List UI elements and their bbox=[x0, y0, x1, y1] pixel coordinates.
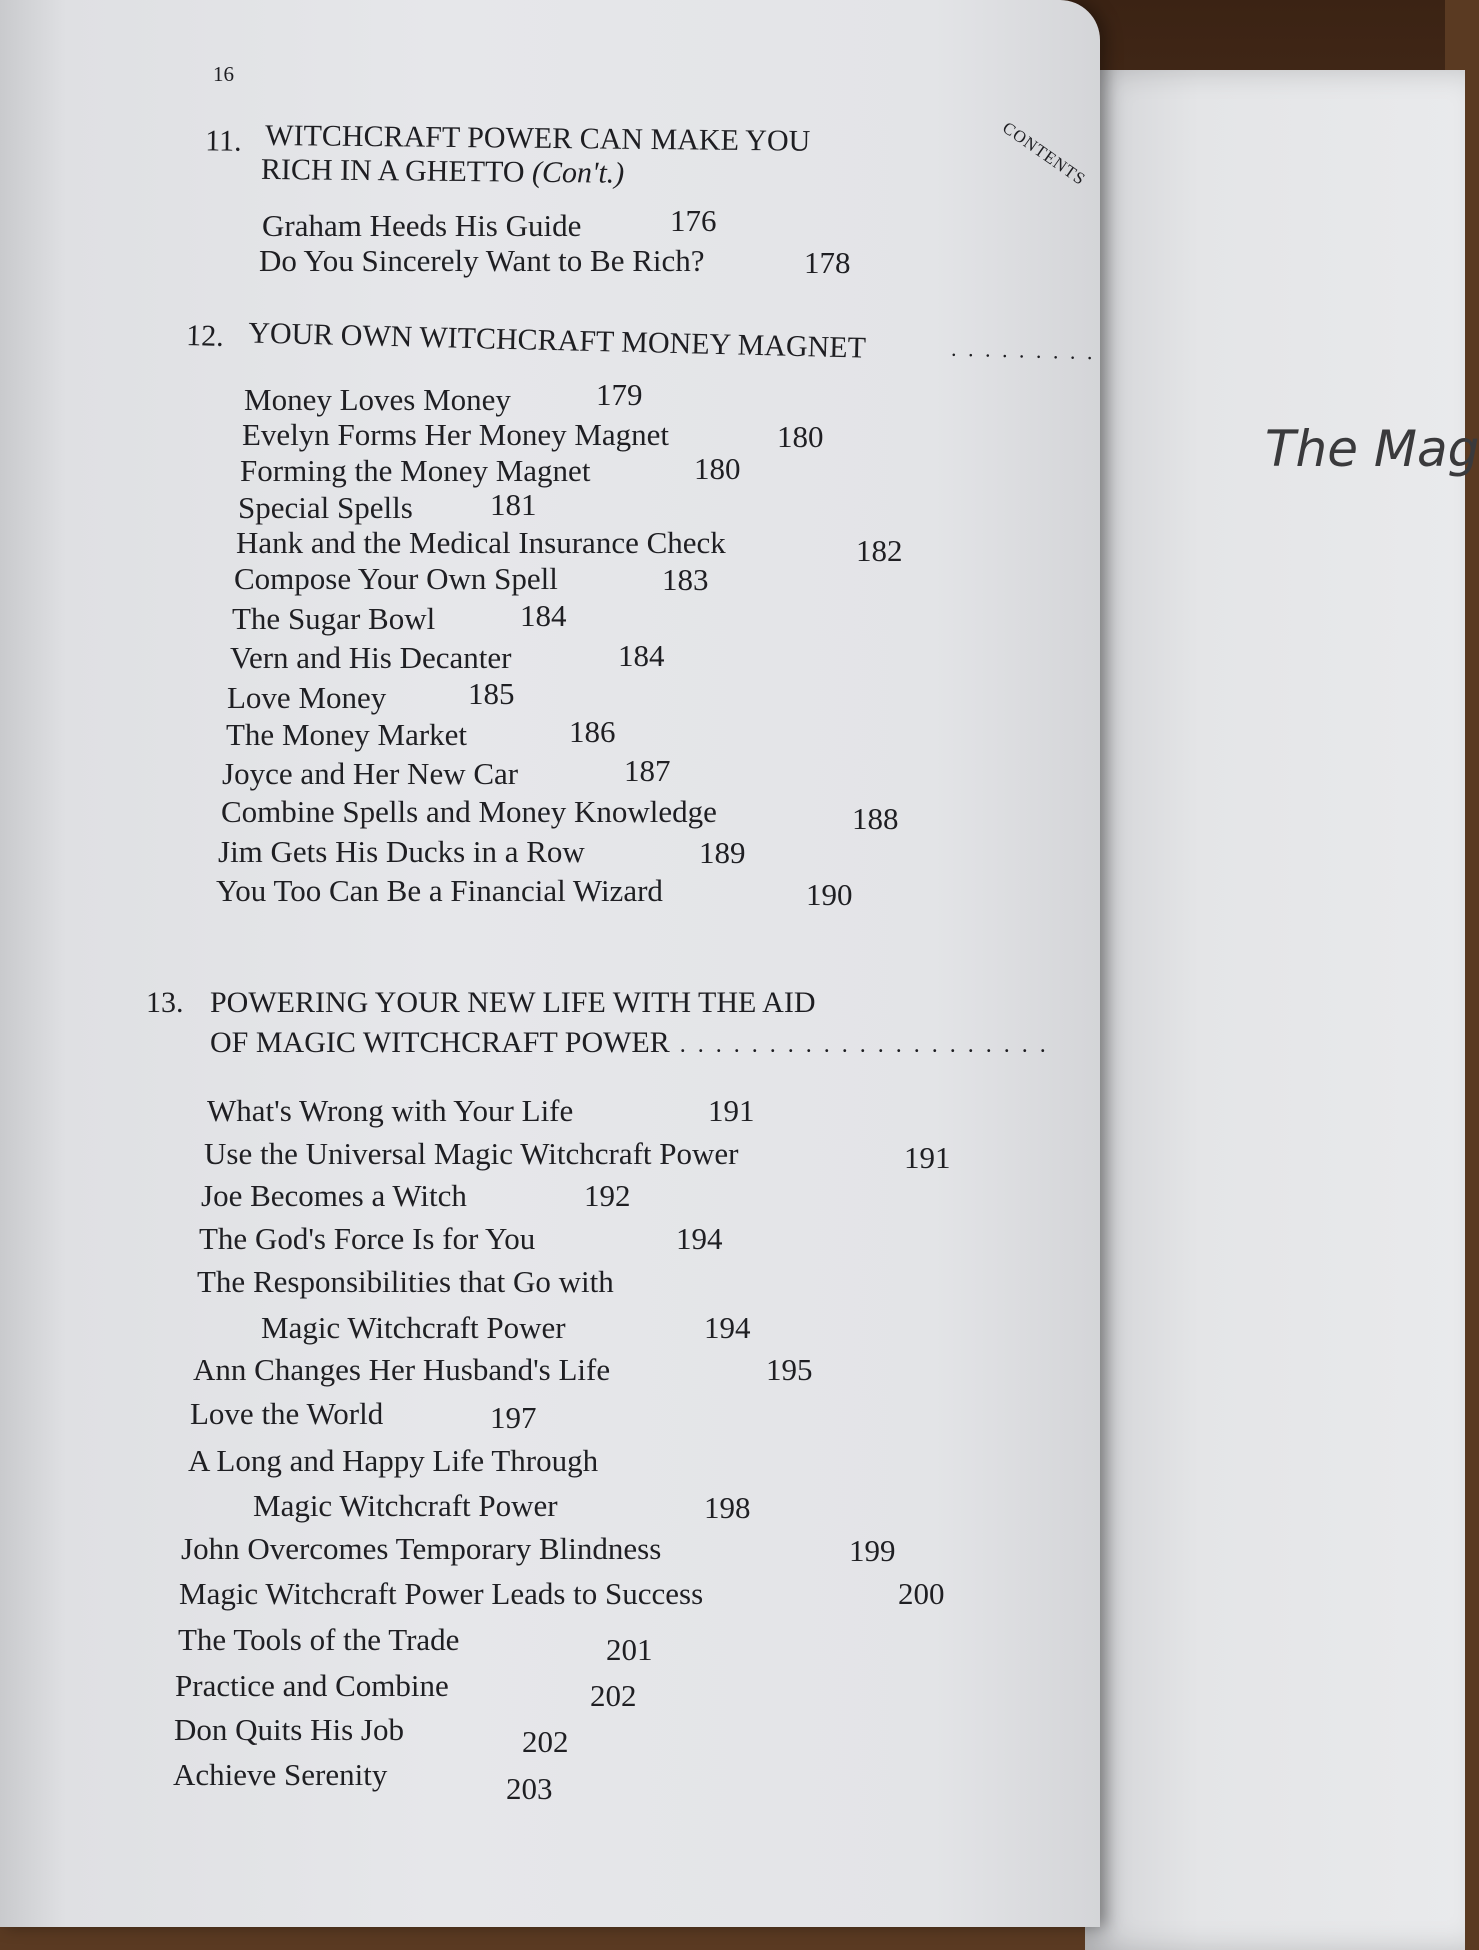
toc-entry-page: 178 bbox=[804, 245, 851, 280]
toc-entry-title: Hank and the Medical Insurance Check bbox=[236, 525, 726, 560]
toc-entry-title: Money Loves Money bbox=[244, 382, 511, 417]
toc-entry-continuation: Magic Witchcraft Power bbox=[261, 1310, 566, 1345]
toc-entry-title: The God's Force Is for You bbox=[199, 1221, 536, 1256]
toc-entry-page: 186 bbox=[569, 714, 616, 749]
toc-entry-title: The Responsibilities that Go with bbox=[197, 1264, 614, 1299]
toc-entry-page: 201 bbox=[606, 1632, 653, 1667]
toc-entry-page: 183 bbox=[662, 562, 709, 597]
toc-entry-title: Magic Witchcraft Power Leads to Success bbox=[179, 1576, 704, 1611]
running-head: CONTENTS bbox=[999, 118, 1090, 190]
toc-entry-page: 184 bbox=[520, 598, 567, 633]
dot-leader: . . . . . . . . . . . . . . . . . . . . . bbox=[679, 1032, 1049, 1058]
page-number: 16 bbox=[213, 62, 234, 86]
chapter-title-line: RICH IN A GHETTO (Con't.) bbox=[260, 152, 625, 190]
toc-entry-title: Joyce and Her New Car bbox=[222, 756, 519, 791]
toc-entry-page: 187 bbox=[624, 753, 671, 788]
toc-entry-title: Vern and His Decanter bbox=[230, 640, 512, 675]
toc-entry-page: 203 bbox=[506, 1771, 553, 1806]
toc-entry-page: 190 bbox=[806, 877, 853, 912]
toc-entry-page: 191 bbox=[708, 1093, 755, 1128]
toc-entry-title: Graham Heeds His Guide bbox=[262, 208, 582, 243]
toc-entry-page: 194 bbox=[704, 1310, 751, 1345]
chapter-number: 11. bbox=[205, 124, 242, 158]
toc-entry-title: Forming the Money Magnet bbox=[240, 453, 591, 488]
chapter-11-heading bbox=[205, 118, 906, 201]
toc-entry-page: 200 bbox=[898, 1576, 945, 1611]
toc-entry-title: The Tools of the Trade bbox=[178, 1622, 460, 1657]
right-book-page bbox=[1085, 70, 1465, 1950]
toc-entry-page: 202 bbox=[590, 1678, 637, 1713]
toc-entry-title: Special Spells bbox=[238, 490, 413, 525]
right-page-heading: The Mag bbox=[1265, 420, 1479, 478]
dot-leader: . . . . . . . . . bbox=[950, 335, 1096, 365]
chapter-title-line: YOUR OWN WITCHCRAFT MONEY MAGNET bbox=[247, 316, 867, 365]
chapter-title-line: OF MAGIC WITCHCRAFT POWER . . . . . . . . . . . . . . . . . . . . . bbox=[210, 1026, 1049, 1059]
toc-entry-page: 188 bbox=[852, 801, 899, 836]
toc-entry-title: Love Money bbox=[227, 680, 387, 715]
toc-entry-title: Evelyn Forms Her Money Magnet bbox=[242, 417, 670, 452]
toc-entry-page: 198 bbox=[704, 1490, 751, 1525]
chapter-12-heading bbox=[185, 316, 1096, 381]
toc-entry-page: 194 bbox=[676, 1221, 723, 1256]
toc-entry-page: 189 bbox=[699, 835, 746, 870]
toc-entry-page: 180 bbox=[777, 419, 824, 454]
toc-entry-page: 185 bbox=[468, 676, 515, 711]
toc-entry-page: 199 bbox=[849, 1533, 896, 1568]
toc-entry-continuation: Magic Witchcraft Power bbox=[253, 1488, 558, 1523]
toc-entry-page: 176 bbox=[670, 203, 717, 238]
toc-entry-page: 181 bbox=[490, 487, 537, 522]
toc-entry-page: 202 bbox=[522, 1724, 569, 1759]
toc-entry-title: Love the World bbox=[190, 1396, 384, 1431]
toc-entry-page: 191 bbox=[904, 1140, 951, 1175]
toc-entry-title: Compose Your Own Spell bbox=[234, 561, 558, 596]
toc-entry-title: You Too Can Be a Financial Wizard bbox=[216, 873, 663, 908]
toc-entry-title: The Money Market bbox=[226, 717, 468, 752]
toc-entry-title: John Overcomes Temporary Blindness bbox=[181, 1531, 662, 1566]
toc-entry-title: Joe Becomes a Witch bbox=[201, 1178, 467, 1213]
toc-entry-page: 182 bbox=[856, 533, 903, 568]
toc-entry-title: Practice and Combine bbox=[175, 1668, 449, 1703]
toc-entry-title: What's Wrong with Your Life bbox=[207, 1093, 574, 1128]
toc-entry-title: A Long and Happy Life Through bbox=[188, 1443, 599, 1478]
toc-entry-page: 180 bbox=[694, 451, 741, 486]
chapter-13-heading bbox=[146, 986, 1096, 1066]
toc-entry-page: 195 bbox=[766, 1352, 813, 1387]
toc-entry-page: 184 bbox=[618, 638, 665, 673]
toc-entry-title: Jim Gets His Ducks in a Row bbox=[218, 834, 585, 869]
toc-entry-title: The Sugar Bowl bbox=[232, 601, 436, 636]
chapter-number: 12. bbox=[185, 319, 225, 353]
continued-note: (Con't.) bbox=[531, 155, 625, 190]
toc-entry-title: Ann Changes Her Husband's Life bbox=[193, 1352, 611, 1387]
toc-entry-page: 192 bbox=[584, 1178, 631, 1213]
toc-entry-page: 197 bbox=[490, 1400, 537, 1435]
chapter-number: 13. bbox=[146, 986, 184, 1019]
toc-entry-title: Don Quits His Job bbox=[174, 1712, 404, 1747]
toc-entry-title: Combine Spells and Money Knowledge bbox=[221, 794, 717, 829]
chapter-title-line: WITCHCRAFT POWER CAN MAKE YOU bbox=[265, 118, 811, 158]
toc-entry-title: Do You Sincerely Want to Be Rich? bbox=[259, 243, 705, 278]
toc-entry-page: 179 bbox=[596, 377, 643, 412]
chapter-title-line: POWERING YOUR NEW LIFE WITH THE AID bbox=[210, 986, 816, 1019]
toc-entry-title: Achieve Serenity bbox=[173, 1757, 388, 1792]
toc-entry-title: Use the Universal Magic Witchcraft Power bbox=[204, 1136, 739, 1171]
